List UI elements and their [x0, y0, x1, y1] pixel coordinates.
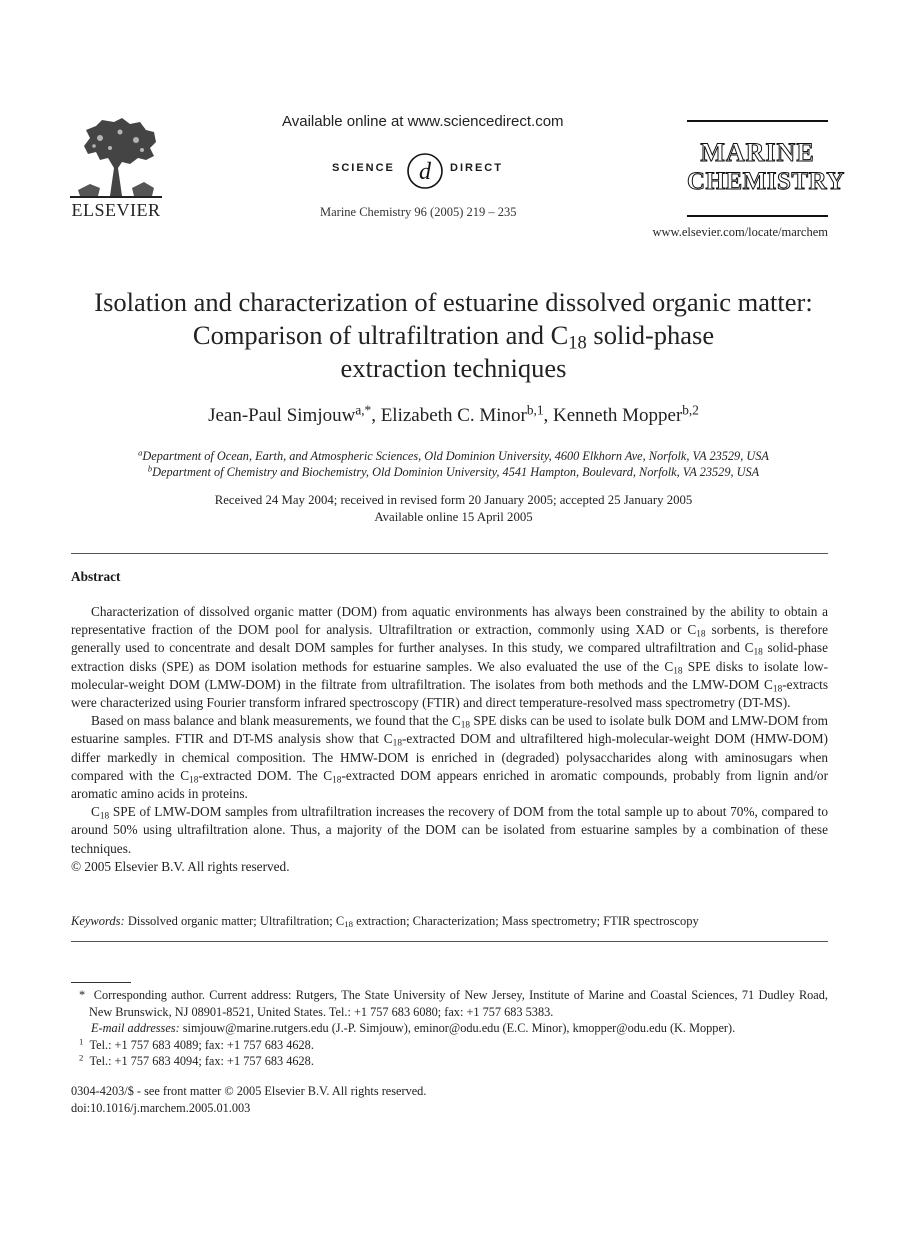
abstract-heading: Abstract — [71, 569, 121, 584]
doi-line: doi:10.1016/j.marchem.2005.01.003 — [71, 1101, 251, 1115]
issn-line: 0304-4203/$ - see front matter © 2005 Elsevier B.V. All rights reserved. — [71, 1084, 427, 1098]
received-dates: Received 24 May 2004; received in revised form 20 January 2005; accepted 25 January 2005 — [214, 493, 693, 507]
footnote-2: $^2$ Tel.: +1 757 683 4094; fax: +1 757 683 4628. — [79, 1052, 314, 1068]
journal-logo-chemistry: CHEMISTRY — [687, 168, 845, 195]
divider — [71, 941, 828, 942]
author-name: Elizabeth C. Minor — [380, 405, 527, 426]
sd-science-word: SCIENCE — [332, 162, 395, 174]
abstract-paragraph: Based on mass balance and blank measurements, we found that the $C_{18}$ SPE disks can be used to isolate bulk DOM and LMW-DOM from estuarine samples. FTIR and DT-MS analysis show that $C_{18}$-extracted DOM and ultrafiltered high-molecular-weight DOM (HMW-DOM) differ markedly in chemical composition. The HMW-DOM is enriched in (degraded) polysaccharides along with aminosugars when compared with the $C_{18}$-extracted DOM. The $C_{18}$-extracted DOM appears enriched in aromatic compounds, probably from lignin and/or aromatic amino acids in proteins. — [71, 713, 828, 802]
footnote-corresponding: * Corresponding author. Current address: Rutgers, The State University of New Jersey, Institute of Marine and Coastal Sciences, 71 Dudley Road, New Brunswick, NJ 08901-8521, United States. Tel.: +1 757 683 6080; fax: +1 757 683 5383. — [79, 988, 828, 1019]
footnote-emails: E-mail addresses: simjouw@marine.rutgers.edu (J.-P. Simjouw), eminor@odu.edu (E.C. Minor), kmopper@odu.edu (K. Mopper). — [91, 1021, 736, 1035]
copyright-line: © 2005 Elsevier B.V. All rights reserved. — [71, 858, 290, 874]
sciencedirect-d-icon — [406, 152, 444, 190]
keywords: Keywords: Dissolved organic matter; Ultrafiltration; $C_{18}$ extraction; Characterization; Mass spectrometry; FTIR spectroscopy — [71, 914, 699, 930]
abstract-body — [71, 603, 828, 876]
article-dates — [40, 492, 867, 526]
sd-direct-word: DIRECT — [450, 162, 503, 174]
available-date: Available online 15 April 2005 — [374, 510, 533, 524]
svg-text:d: d — [419, 159, 431, 185]
journal-logo-top-rule — [687, 120, 828, 122]
title-line-1: Isolation and characterization of estuarine dissolved organic matter: — [94, 287, 813, 317]
title-line-3: extraction techniques — [340, 353, 567, 383]
title-line-2: Comparison of ultrafiltration and $C_{18}$ solid-phase — [192, 320, 715, 354]
author-name: Kenneth Mopper — [553, 405, 683, 426]
abstract-paragraph: $C_{18}$ SPE of LMW-DOM samples from ultrafiltration increases the recovery of DOM from the total sample up to about 70%, compared to around 50% using ultrafiltration alone. Thus, a majority of the DOM can be isolated from estuarine samples by a combination of these techniques. — [71, 804, 828, 856]
publisher-name: ELSEVIER — [71, 200, 161, 220]
affiliations — [40, 448, 867, 480]
journal-logo-bottom-rule — [687, 215, 828, 217]
divider — [71, 553, 828, 554]
article-title — [40, 286, 867, 385]
affiliation-a: $^a$Department of Ocean, Earth, and Atmospheric Sciences, Old Dominion University, 4600 Elkhorn Ave, Norfolk, VA 23529, USA — [138, 447, 769, 463]
footnote-rule — [71, 982, 131, 983]
journal-homepage-link[interactable]: www.elsevier.com/locate/marchem — [652, 225, 828, 239]
journal-logo-marine: MARINE — [700, 138, 815, 167]
footnote-1: $^1$ Tel.: +1 757 683 4089; fax: +1 757 683 4628. — [79, 1036, 314, 1052]
affiliation-b: $^b$Department of Chemistry and Biochemistry, Old Dominion University, 4541 Hampton, Boulevard, Norfolk, VA 23529, USA — [147, 463, 760, 479]
publication-info — [71, 1083, 426, 1117]
sciencedirect-logo — [332, 152, 522, 192]
author-list: Jean-Paul Simjouw$^{a,*}$, Elizabeth C. Minor$^{b,1}$, Kenneth Mopper$^{b,2}$ — [208, 402, 699, 426]
author-name: Jean-Paul Simjouw — [208, 405, 356, 426]
keywords-label: Keywords: — [71, 914, 125, 928]
abstract-paragraph: Characterization of dissolved organic matter (DOM) from aquatic environments has always been constrained by the ability to obtain a representative fraction of the DOM pool for analysis. Ultrafiltration or extraction, commonly using XAD or $C_{18}$ sorbents, is therefore generally used to concentrate and desalt DOM samples for further analyses. In this study, we compared ultrafiltration and $C_{18}$ solid-phase extraction disks (SPE) as DOM isolation methods for estuarine samples. We also evaluated the use of the $C_{18}$ SPE disks to isolate low-molecular-weight DOM (LMW-DOM) in the filtrate from ultrafiltration. The isolates from both methods and the LMW-DOM $C_{18}$-extracts were characterized using Fourier transform infrared spectroscopy (FTIR) and direct temperature-resolved mass spectrometry (DT-MS). — [71, 604, 829, 711]
available-online-text[interactable]: Available online at www.sciencedirect.com — [282, 113, 564, 130]
journal-reference: Marine Chemistry 96 (2005) 219 – 235 — [320, 205, 517, 219]
footnotes — [71, 987, 828, 1070]
